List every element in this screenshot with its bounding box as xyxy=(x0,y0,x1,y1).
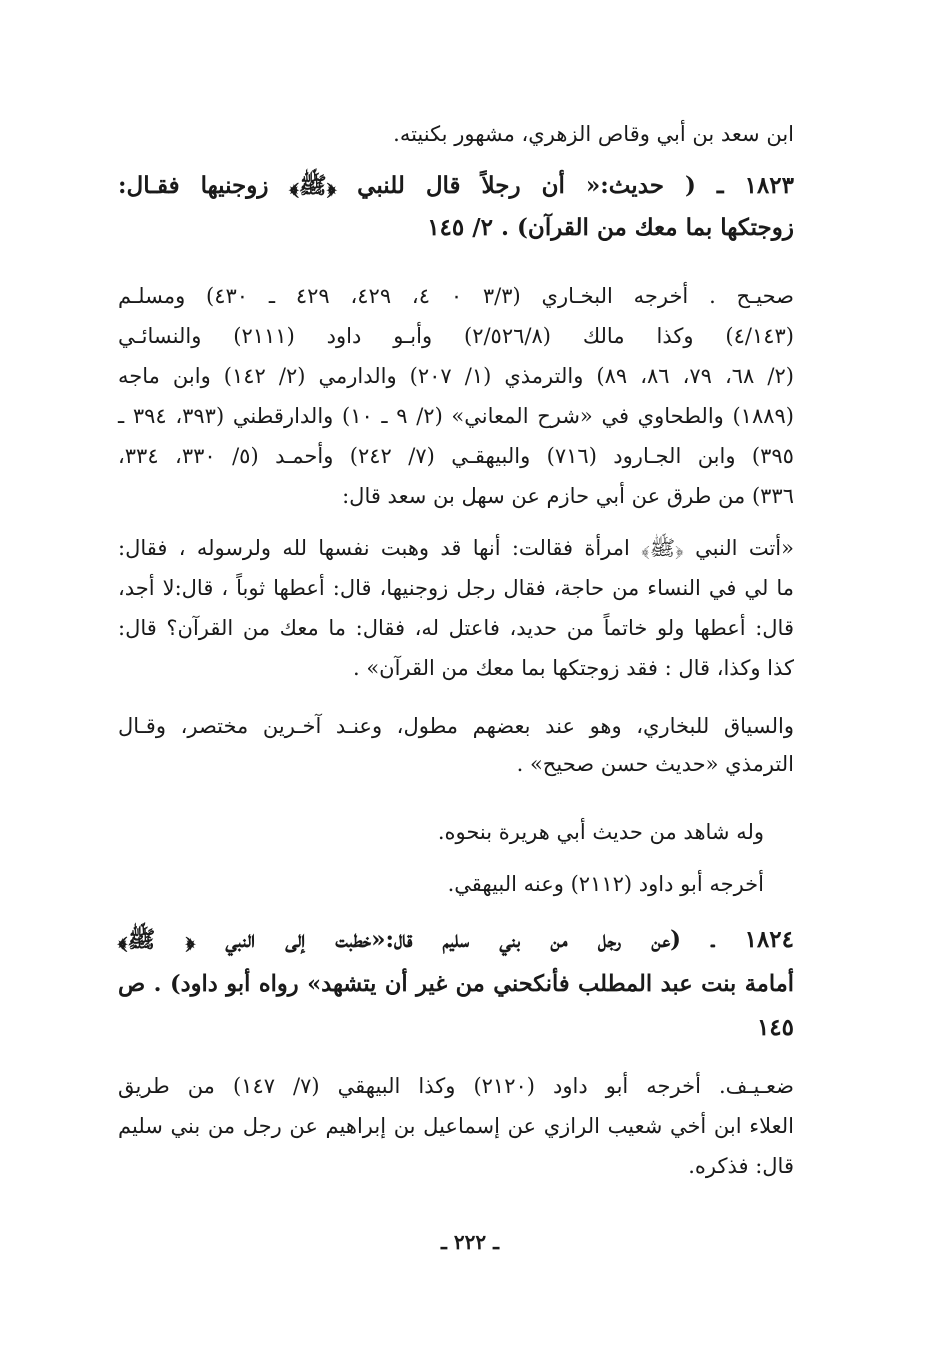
hadith-1824-line-1: ١٨٢٤ ـ (عن رجل من بني سليم قال:«خطبت إلى النبي ﴿ ﷺ﴾ xyxy=(118,926,794,953)
siyaq-line-2: الترمذي «حديث حسن صحيح» . xyxy=(516,752,794,776)
shahid-takhrij-line: أخرجه أبو داود (٢١١٢) وعنه البيهقي. xyxy=(447,872,764,896)
hadith-1824-line-3: ١٤٥ xyxy=(756,1014,794,1041)
takhrij-1823-line-2: (٤/١٤٣) وكذا مالك (٢/٥٢٦/٨) وأبـو داود (٢١١١) والنسائـي xyxy=(118,324,794,348)
shahid-line: وله شاهد من حديث أبي هريرة بنحوه. xyxy=(437,820,764,844)
takhrij-1823-line-6: ٣٣٦) من طرق عن أبي حازم عن سهل بن سعد قال: xyxy=(342,484,794,508)
takhrij-1823-line-3: (٢/ ٦٨، ٧٩، ٨٦، ٨٩) والترمذي (١/ ٢٠٧) والدارمي (٢/ ١٤٢) وابن ماجه xyxy=(118,364,794,388)
hadith-1824-line-2: أمامة بنت عبد المطلب فأنكحني من غير أن يتشهد» رواه أبو داود) . ص xyxy=(118,971,794,997)
page-number: ـ ٢٢٢ ـ xyxy=(441,1230,499,1254)
hadith-1823-line-2: زوجتكها بما معك من القرآن) . ٢/ ١٤٥ xyxy=(427,214,794,241)
takhrij-1824-line-2: العلاء ابن أخي شعيب الرازي عن إسماعيل بن إبراهيم عن رجل من بني سليم xyxy=(118,1114,794,1138)
takhrij-1824-line-1: ضعـيـف. أخرجه أبو داود (٢١٢٠) وكذا البيهقي (٧/ ١٤٧) من طريق xyxy=(118,1074,794,1098)
hadith-text-line-4: كذا وكذا، قال : فقد زوجتكها بما معك من القرآن» . xyxy=(352,656,794,680)
hadith-text-line-1: «أتت النبي ﴿ﷺ﴾ امرأة فقالت: أنها قد وهبت نفسها لله ولرسوله ، فقال: xyxy=(118,536,794,560)
takhrij-1823-line-4: (١٨٨٩) والطحاوي في «شرح المعاني» (٢/ ٩ ـ ١٠) والدارقطني (٣٩٣، ٣٩٤ ـ xyxy=(118,404,794,428)
intro-line: ابن سعد بن أبي وقاص الزهري، مشهور بكنيته. xyxy=(393,122,794,146)
siyaq-line-1: والسياق للبخاري، وهو عند بعضهم مطول، وعنـد آخـرين مختصر، وقـال xyxy=(118,714,794,738)
takhrij-1823-line-5: ٣٩٥) وابن الجـارود (٧١٦) والبيهقـي (٧/ ٢٤٢) وأحمـد (٥/ ٣٣٠، ٣٣٤، xyxy=(118,444,794,468)
hadith-text-line-3: قال: أعطها ولو خاتماً من حديد، فاعتل له، فقال: ما معك من القرآن؟ قال: xyxy=(118,616,794,640)
takhrij-1824-line-3: قال: فذكره. xyxy=(688,1154,794,1178)
hadith-1823-line-1: ١٨٢٣ ـ ( حديث:« أن رجلاً قال للنبي ﴿ﷺ﴾ زوجنيها فقـال: xyxy=(118,172,794,199)
takhrij-1823-line-1: صحيـح . أخرجه البخـاري (٣/٣ ٠ ٤، ٤٢٩، ٤٢٩ ـ ٤٣٠) ومسلـم xyxy=(118,284,794,308)
document-page xyxy=(118,110,794,1340)
hadith-text-line-2: ما لي في النساء من حاجة، فقال رجل زوجنيها، قال: أعطها ثوباً ، قال:لا أجد، xyxy=(118,576,794,600)
